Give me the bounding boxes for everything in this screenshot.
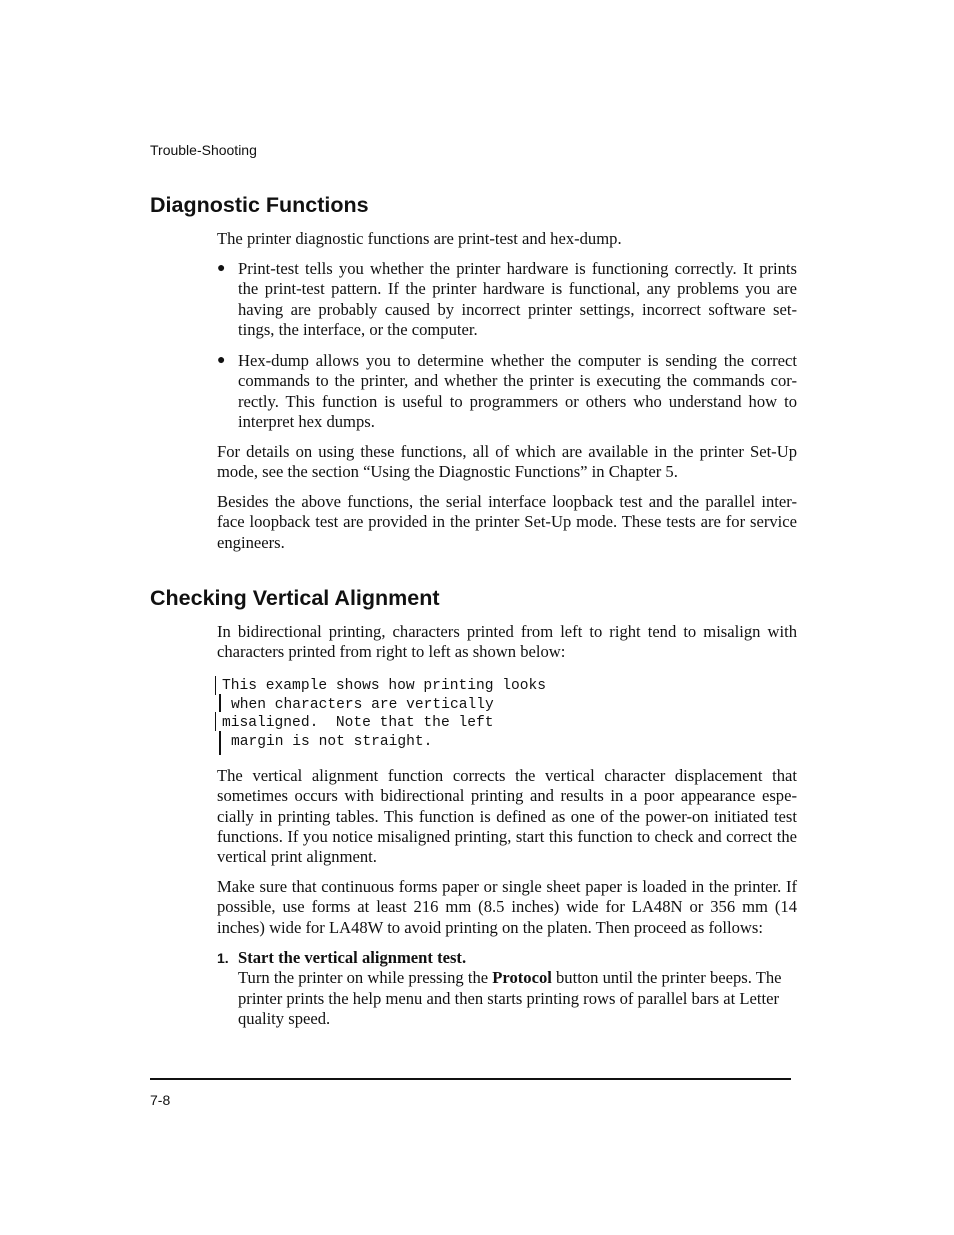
step-body <box>238 968 797 1029</box>
example-line-3: misaligned. Note that the left <box>222 715 494 731</box>
step-1 <box>217 948 797 1029</box>
example-line-2: when characters are vertically <box>231 697 494 713</box>
alignment-intro: In bidirectional printing, characters printed from left to right tend to misalign with characters printed from right to left as shown below: <box>217 622 797 662</box>
step-title: Start the vertical alignment test. <box>238 948 467 967</box>
heading-diagnostic-functions: Diagnostic Functions <box>150 193 369 217</box>
diagnostic-intro: The printer diagnostic functions are print-test and hex-dump. <box>217 229 622 248</box>
para-paper: Make sure that continuous forms paper or single sheet paper is loaded in the printer. If possible, use forms at least 216 mm (8.5 inches) wide for LA48N or 356 mm (14 inches) wide for LA48W to avoid printing on the platen. Then proceed as follows: <box>217 877 797 937</box>
bracket-right <box>219 731 225 755</box>
example-line-4: margin is not straight. <box>231 734 433 750</box>
para-besides: Besides the above functions, the serial interface loopback test and the parallel inter-face loopback test are provided in the printer Set-Up mode. These tests are for service engineers. <box>217 492 797 552</box>
bracket-left <box>215 712 220 731</box>
para-details: For details on using these functions, all of which are available in the printer Set-Up mode, see the section “Using the Diagnostic Functions” in Chapter 5. <box>217 442 797 482</box>
bullet-print-test <box>217 259 797 340</box>
bullet-text: Hex-dump allows you to determine whether the computer is sending the correct commands to the printer, and whether the printer is executing the commands cor-rectly. This function is useful to programmers or others who understand how to interpret hex dumps. <box>238 351 797 431</box>
page-number: 7-8 <box>150 1092 171 1108</box>
misalignment-example <box>215 674 615 758</box>
example-line-1: This example shows how printing looks <box>222 678 547 694</box>
footer-rule <box>150 1078 791 1080</box>
bullet-text: Print-test tells you whether the printer hardware is functioning correctly. It prints the print-test pattern. If the printer hardware is functional, any problems you are having are probably caused by incorrect printer settings, incorrect software set-tings, the interface, or the computer. <box>238 259 797 339</box>
protocol-button-name: Protocol <box>492 968 552 988</box>
bullet-dot-icon: ● <box>217 353 226 368</box>
bracket-right <box>219 694 225 712</box>
step-text-after: button until the printer beeps. The printer prints the help menu and then starts printing rows of parallel bars at Letter quality speed. <box>238 968 782 1028</box>
step-text-before: Turn the printer on while pressing the <box>238 968 493 988</box>
step-number: 1. <box>217 950 229 966</box>
running-head: Trouble-Shooting <box>150 142 257 158</box>
para-vertical-function: The vertical alignment function corrects the vertical character displacement that sometimes occurs with bidirectional printing and results in a poor appearance espe-cially in printing tables. This function is defined as one of the power-on initiated test functions. If you notice misaligned printing, start this function to check and correct the vertical print alignment. <box>217 766 797 867</box>
bullet-dot-icon: ● <box>217 261 226 276</box>
heading-checking-vertical-alignment: Checking Vertical Alignment <box>150 586 440 610</box>
bracket-left <box>215 676 220 695</box>
bullet-hex-dump <box>217 351 797 432</box>
